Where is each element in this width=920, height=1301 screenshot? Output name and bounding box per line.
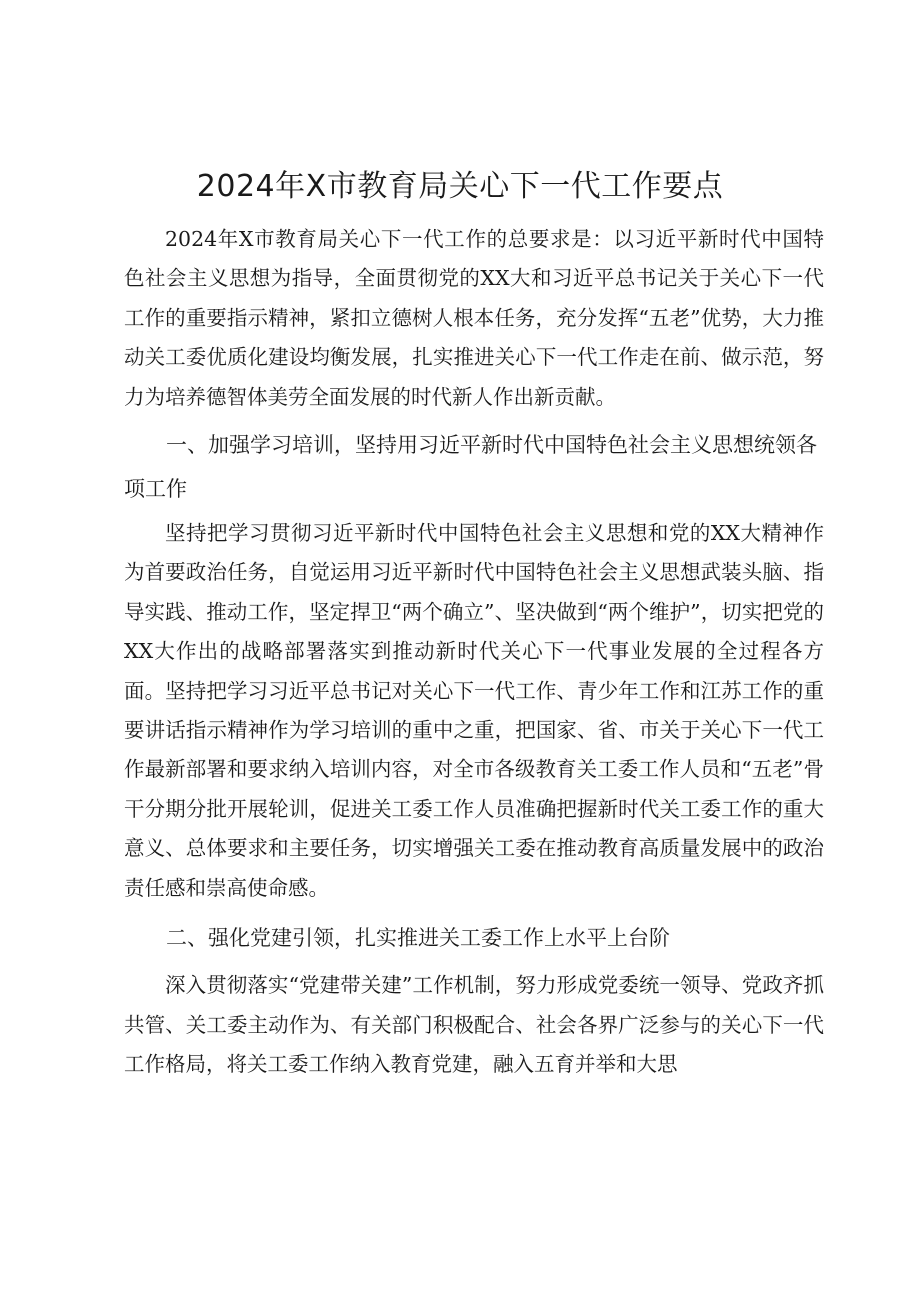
document-title: 2024年X市教育局关心下一代工作要点 [196, 169, 724, 204]
intro-paragraph: 2024年X市教育局关心下一代工作的总要求是：以习近平新时代中国特色社会主义思想为指导，全面贯彻党的XX大和习近平总书记关于关心下一代工作的重要指示精神，紧扣立德树人根本任务，充分发挥“五老”优势，大力推动关工委优质化建设均衡发展，扎实推进关心下一代工作走在前、做示范，努力为培养德智体美劳全面发展的时代新人作出新贡献。 [124, 227, 824, 409]
section-body-1: 坚持把学习贯彻习近平新时代中国特色社会主义思想和党的XX大精神作为首要政治任务，自觉运用习近平新时代中国特色社会主义思想武装头脑、指导实践、推动工作，坚定捍卫“两个确立”、坚决做到“两个维护”，切实把党的XX大作出的战略部署落实到推动新时代关心下一代事业发展的全过程各方面。坚持把学习习近平总书记对关心下一代工作、青少年工作和江苏工作的重要讲话指示精神作为学习培训的重中之重，把国家、省、市关于关心下一代工作最新部署和要求纳入培训内容，对全市各级教育关工委工作人员和“五老”骨干分期分批开展轮训，促进关工委工作人员准确把握新时代关工委工作的重大意义、总体要求和主要任务，切实增强关工委在推动教育高质量发展中的政治责任感和崇高使命感。 [124, 521, 824, 900]
section-heading-2: 二、强化党建引领，扎实推进关工委工作上水平上台阶 [166, 926, 670, 951]
section-body-2: 深入贯彻落实“党建带关建”工作机制，努力形成党委统一领导、党政齐抓共管、关工委主动作为、有关部门积极配合、社会各界广泛参与的关心下一代工作格局，将关工委工作纳入教育党建，融入五育并举和大思 [124, 973, 824, 1076]
document-body [124, 220, 824, 1084]
section-heading-1: 一、加强学习培训，坚持用习近平新时代中国特色社会主义思想统领各项工作 [124, 433, 817, 502]
